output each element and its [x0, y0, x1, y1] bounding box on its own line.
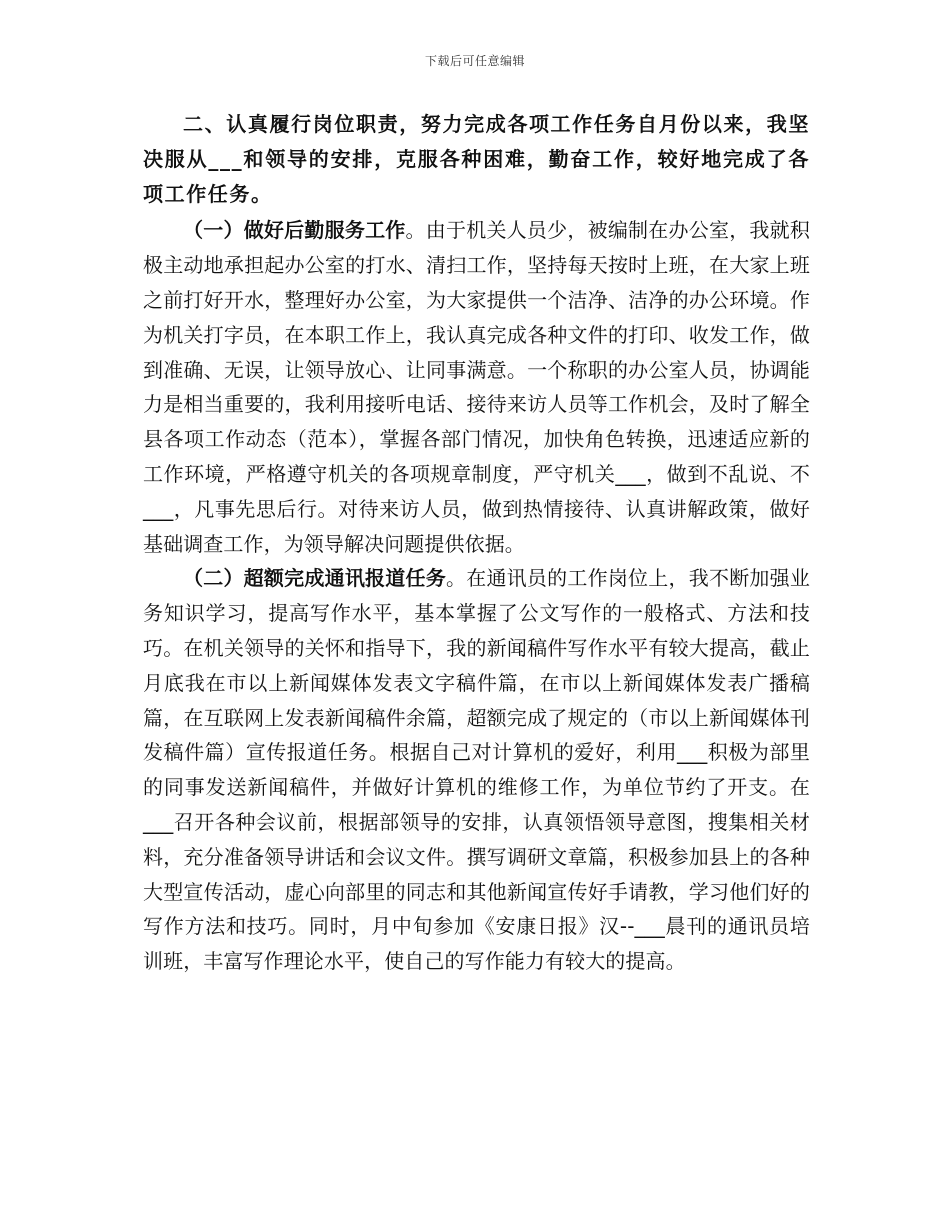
paragraph-news-body: 。在通讯员的工作岗位上，我不断加强业务知识学习，提高写作水平，基本掌握了公文写作的一般格式、方法和技巧。在机关领导的关怀和指导下，我的新闻稿件写作水平有较大提高，截止月底我在市以上新闻媒体发表文字稿件篇，在市以上新闻媒体发表广播稿篇，在互联网上发表新闻稿件余篇，超额完成了规定的（市以上新闻媒体刊发稿件篇）宣传报道任务。根据自己对计算机的爱好，利用___积极为部里的同事发送新闻稿件，并做好计算机的维修工作，为单位节约了开支。在___召开各种会议前，根据部领导的安排，认真领悟领导意图，搜集相关材料，充分准备领导讲话和会议文件。撰写调研文章篇，积极参加县上的各种大型宣传活动，虚心向部里的同志和其他新闻宣传好手请教，学习他们好的写作方法和技巧。同时，月中旬参加《安康日报》汉--___晨刊的通讯员培训班，丰富写作理论水平，使自己的写作能力有较大的提高。 [143, 566, 810, 974]
document-body [143, 107, 810, 979]
download-note: 下载后可任意编辑 [424, 54, 525, 68]
paragraph-news-reporting [143, 561, 810, 979]
subsection-title-news: （二）超额完成通讯报道任务 [183, 566, 446, 591]
paragraph-logistics-body: 。由于机关人员少，被编制在办公室，我就积极主动地承担起办公室的打水、清扫工作，坚持每天按时上班，在大家上班之前打好开水，整理好办公室，为大家提供一个洁净、洁净的办公环境。作为机关打字员，在本职工作上，我认真完成各种文件的打印、收发工作，做到准确、无误，让领导放心、让同事满意。一个称职的办公室人员，协调能力是相当重要的，我利用接听电话、接待来访人员等工作机会，及时了解全县各项工作动态（范本），掌握各部门情况，加快角色转换，迅速适应新的工作环境，严格遵守机关的各项规章制度，严守机关___，做到不乱说、不___，凡事先思后行。对待来访人员，做到热情接待、认真讲解政策，做好基础调查工作，为领导解决问题提供依据。 [143, 218, 810, 556]
subsection-title-logistics: （一）做好后勤服务工作 [183, 218, 406, 243]
section-heading: 二、认真履行岗位职责，努力完成各项工作任务自月份以来，我坚决服从___和领导的安排，克服各种困难，勤奋工作，较好地完成了各项工作任务。 [143, 112, 810, 206]
paragraph-logistics-service [143, 213, 810, 561]
